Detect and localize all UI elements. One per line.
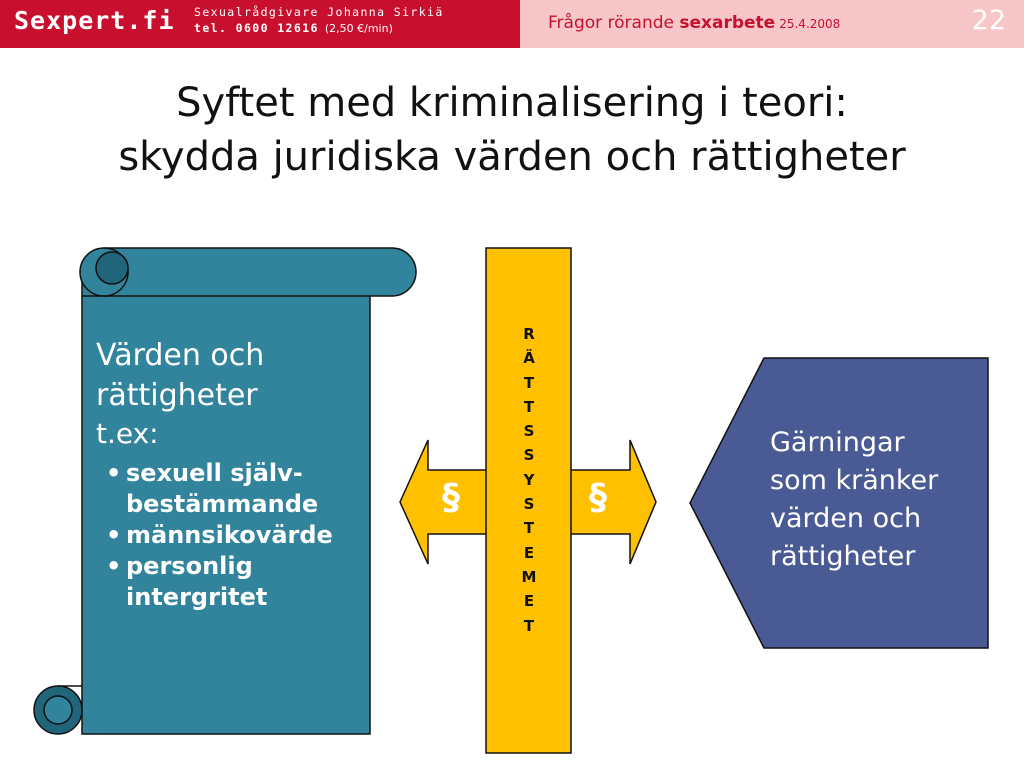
list-item [96,520,376,551]
values-heading-line-2: rättigheter [96,378,258,413]
cross-letter: S [523,446,535,465]
list-item-line-2: bestämmande [126,490,319,518]
cross-letter: M [521,567,537,586]
cross-letter: S [523,422,535,441]
list-item-line-1: • personlig [126,552,253,580]
page-number: 22 [971,5,1006,36]
title-line-1: Syftet med kriminalisering i teori: [176,80,848,126]
values-list [96,458,376,613]
list-item [96,458,376,520]
cross-letter: Ä [523,349,535,368]
cross-letter: R [523,325,535,343]
cross-letter: T [523,616,535,635]
cross-letter: T [523,397,535,416]
legal-system-label [513,322,545,638]
cross-letter: E [523,592,535,611]
topic-highlight: sexarbete [679,13,776,33]
values-heading-line-1: Värden och [96,338,265,373]
list-item [96,551,376,613]
deeds-box-text [770,424,985,576]
title-line-2: skydda juridiska värden och rättigheter [118,134,906,180]
topic-prefix: Frågor rörande [548,13,674,33]
list-item-line-1: • sexuell själv- [126,459,303,487]
deeds-line-3: värden och [770,503,922,534]
values-scroll-text [96,336,376,613]
values-subheading: t.ex: [96,417,159,450]
cross-letter: T [523,519,535,538]
cross-letter: S [523,495,535,514]
cross-letter: T [523,373,535,392]
list-item-line-1: • männsikovärde [126,521,333,549]
list-item-line-2: intergritet [126,583,268,611]
paragraph-symbol-right: § [589,477,607,518]
slide-date: 25.4.2008 [779,17,841,31]
cross-letter: E [523,543,535,562]
deeds-line-2: som kränker [770,465,939,496]
advisor-phone: tel. 0600 12616 [194,21,319,35]
deeds-line-4: rättigheter [770,541,916,572]
advisor-name: Sexualrådgivare Johanna Sirkiä [194,5,444,19]
cross-letter: Y [523,470,535,489]
site-logo[interactable]: Sexpert.fi [14,6,175,35]
deeds-line-1: Gärningar [770,427,905,458]
paragraph-symbol-left: § [442,477,460,518]
call-price: (2,50 €/min) [324,22,393,35]
